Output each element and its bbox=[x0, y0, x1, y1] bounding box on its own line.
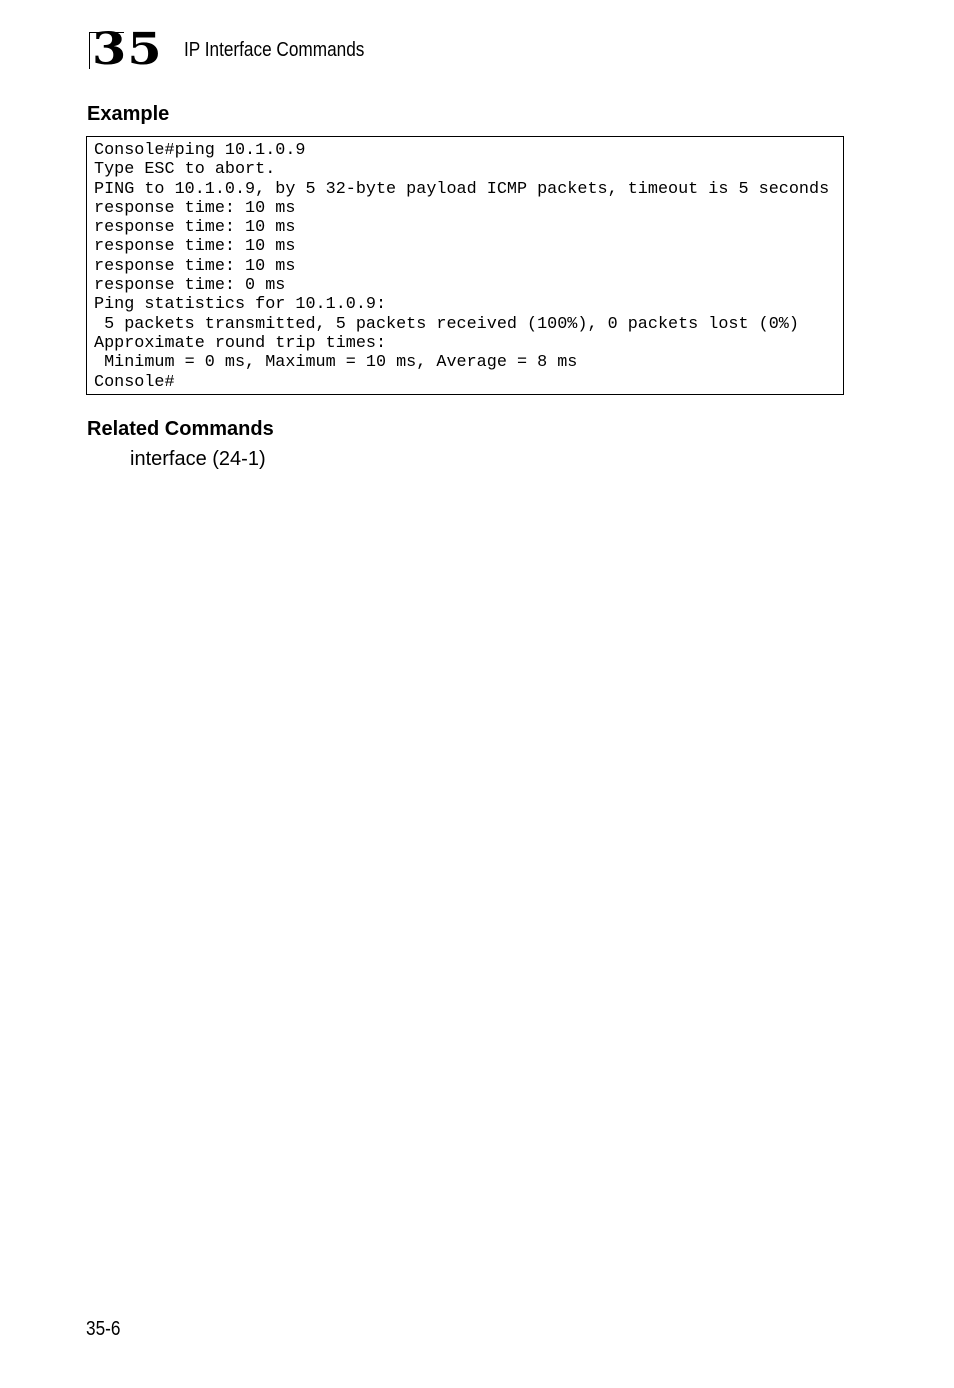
code-line: response time: 0 ms bbox=[94, 276, 286, 296]
chapter-number: 35 bbox=[92, 24, 163, 75]
code-line: response time: 10 ms bbox=[94, 218, 296, 238]
code-line: Console#ping 10.1.0.9 bbox=[94, 141, 306, 160]
chapter-marker bbox=[89, 24, 165, 75]
code-line: response time: 10 ms bbox=[94, 198, 296, 218]
related-commands-heading: Related Commands bbox=[87, 418, 274, 440]
related-command-link[interactable]: interface (24-1) bbox=[130, 448, 266, 470]
code-line: Ping statistics for 10.1.0.9: bbox=[94, 295, 387, 315]
code-lines bbox=[94, 141, 829, 392]
example-heading: Example bbox=[87, 103, 170, 125]
code-line: 5 packets transmitted, 5 packets received (100%), 0 packets lost (0%) bbox=[94, 314, 799, 334]
code-line: Minimum = 0 ms, Maximum = 10 ms, Average = 8 ms bbox=[94, 353, 578, 373]
code-line: response time: 10 ms bbox=[94, 237, 296, 257]
chapter-title: IP Interface Commands bbox=[184, 39, 365, 61]
code-line: PING to 10.1.0.9, by 5 32-byte payload ICMP packets, timeout is 5 seconds bbox=[94, 179, 830, 199]
page-number: 35-6 bbox=[86, 1318, 121, 1340]
code-line: response time: 10 ms bbox=[94, 256, 296, 276]
code-line: Approximate round trip times: bbox=[94, 333, 387, 353]
code-line: Type ESC to abort. bbox=[94, 160, 276, 180]
code-example-box bbox=[86, 136, 844, 395]
code-line: Console# bbox=[94, 372, 175, 392]
